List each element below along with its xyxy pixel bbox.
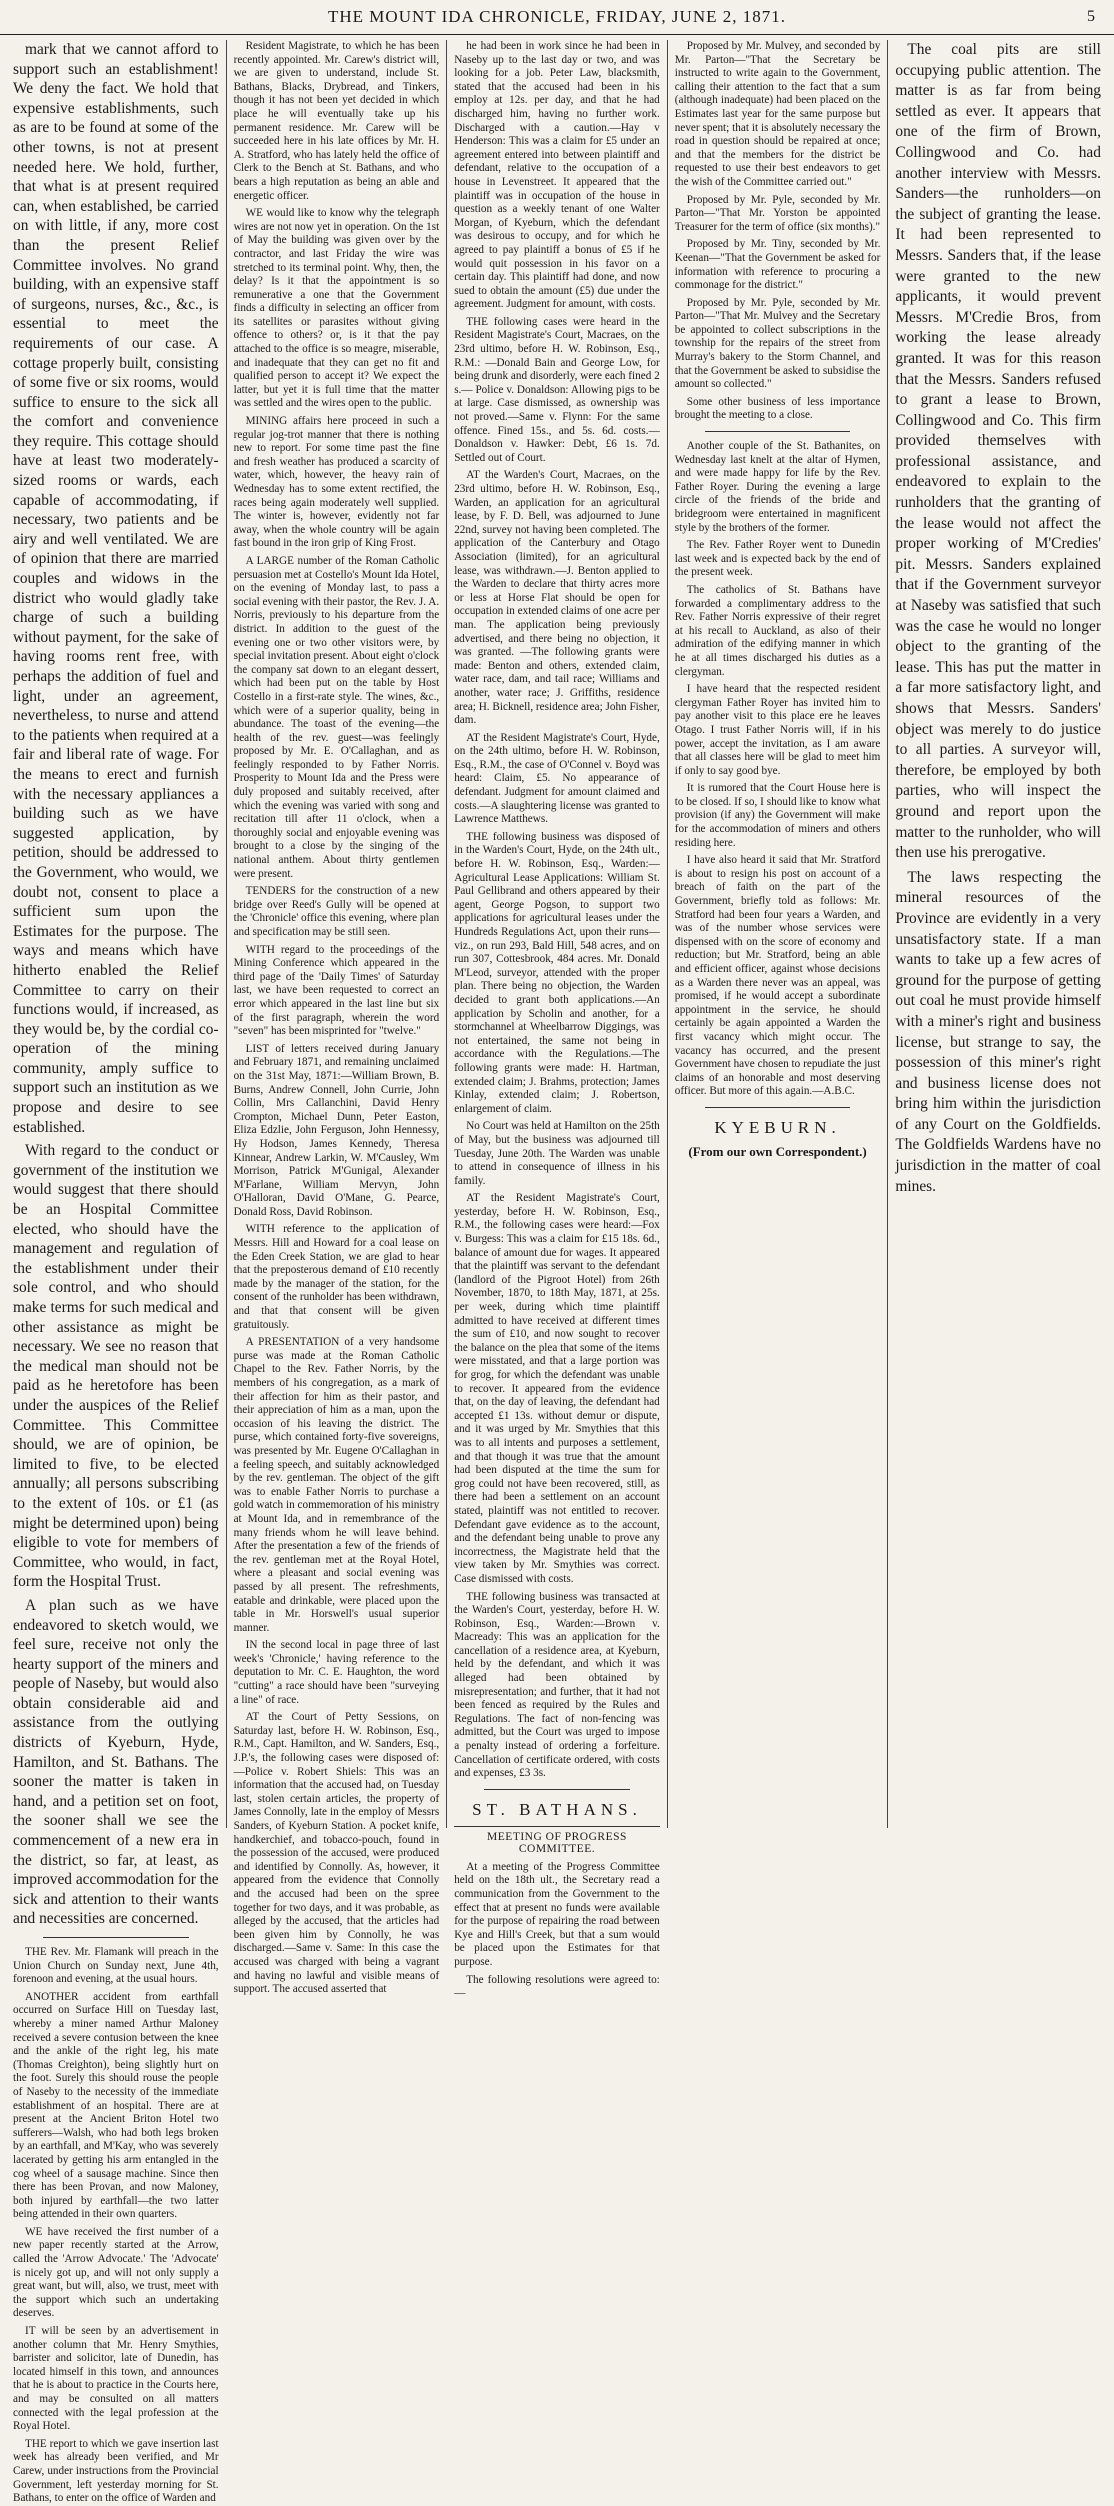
newspaper-title: THE MOUNT IDA CHRONICLE, FRIDAY, JUNE 2, 1871.: [328, 7, 786, 26]
news-item: A PRESENTATION of a very handsome purse was made at the Roman Catholic Chapel to the Rev. Father Norris, by the members of his congregation, as a mark of their affection for him as their pastor, and their appreciation of him as a man, upon the occasion of his leaving the district. The purse, which contained forty-five sovereigns, was presented by Mr. Eugene O'Callaghan in a feeling speech, and suitably acknowledged by the rev. gentleman. The object of the gift was to enable Father Norris to purchase a gold watch in commemoration of his ministry at Mount Ida, and in remembrance of the many friends whom he will leave behind. After the presentation a few of the friends of the rev. gentleman met at the Royal Hotel, where a pleasant and social evening was passed by all present. The refreshments, eatable and drinkable, were placed upon the table in Mr. Horswell's usual superior manner.: [233, 1336, 440, 1634]
news-item: THE report to which we gave insertion last week has already been verified, and Mr Carew, under instructions from the Provincial Government, left yesterday morning for St. Bathans, to enter on the office of Warden and: [13, 2437, 219, 2505]
news-item: Proposed by Mr. Mulvey, and seconded by Mr. Parton—"That the Secretary be instructed to write again to the Government, calling their attention to the fact that a sum (although inadequate) had been placed on the Estimates last year for the same purpose but never spent; that it is absolutely necessary the road in question should be repaired at once; and that the members for the district be requested to use their best endeavors to get the wish of the Committee carried out.": [674, 40, 881, 188]
news-item: THE following business was transacted at the Warden's Court, yesterday, before H. W. Robinson, Esq., Warden:—Brown v. Macready: This was an application for the cancellation of a residence area, at Kyeburn, held by the defendant, and which it was alleged had been obtained by misrepresentation; and further, that it had not been fenced as required by the Rules and Regulations. The fact of non-fencing was admitted, but the Court was urged to impose a penalty instead of ordering a forfeiture. Cancellation of certificate ordered, with costs and expenses, £3 3s.: [454, 1590, 660, 1780]
news-item: THE Rev. Mr. Flamank will preach in the Union Church on Sunday next, June 4th, forenoon and evening, at the usual hours.: [13, 1946, 219, 1986]
news-item: AT the Warden's Court, Macraes, on the 23rd ultimo, before H. W. Robinson, Esq., Warden, an application for an agricultural lease, by F. D. Bell, was adjourned to June 22nd, survey not having been completed. The application of the Canterbury and Otago Association (limited), for an agricultural lease, was withdrawn.—J. Benton applied to the Warden to declare that thirty acres more or less at Horse Flat should be open for occupation in extended claims of one acre per man. The application being previously advertised, and there being no objection, it was granted. —The following grants were made: Benton and others, extended claim, water race, dam, and tail race; Williams and another, water race; J. Griffiths, residence area; H. Bicknell, residence area; John Fisher, dam.: [454, 469, 660, 727]
editorial-paragraph: mark that we cannot afford to support such an establishment! We deny the fact. We hold that expensive establishments, such as are to be found at some of the other towns, is not at present needed here. We hold, further, that what is at present required can, when established, be carried on with little, if any, more cost than the present Relief Committee involves. No grand building, with an expensive staff of surgeons, nurses, &c., &c., is essential to meet the requirements of our case. A cottage properly built, consisting of some five or six rooms, would suffice to ensure to the sick all the comfort and convenience they require. This cottage should have at least two moderately-sized rooms or wards, each capable of accommodating, if necessary, two patients and be airy and well ventilated. We are of opinion that there are married couples and widows in the district who would gladly take charge of such a building without payment, for the sake of having rooms rent free, with perhaps the addition of fuel and light, under an agreement, nevertheless, to nurse and attend to the patients when required at a fair and liberal rate of wage. For the means to erect and furnish with the necessary appliances a building such as we have suggested application, by petition, should be addressed to the Government, who would, we doubt not, consent to place a sufficient sum upon the Estimates for the purpose. The ways and means which have hitherto enabled the Relief Committee to carry on their functions would, if increased, as they would be, by the cordial co-operation of the mining community, amply suffice to support such an institution as we propose and desire to see established.: [13, 41, 219, 1136]
editorial-paragraph: With regard to the conduct or government of the institution we would suggest that there should be an Hospital Committee elected, who should have the management and regulation of the establishment under their sole control, and who should make terms for such medical and other assistance as might be necessary. We see no reason that the medical man should not be paid as he heretofore has been under the auspices of the Relief Committee. This Committee should, we are of opinion, be limited to five, to be elected annually; all persons subscribing to the extent of 10s. or £1 (as might be determined upon) being eligible to vote for members of Committee, who would, in fact, form the Hospital Trust.: [13, 1142, 219, 1591]
sub-heading-progress-committee: MEETING OF PROGRESS COMMITTEE.: [454, 1826, 660, 1855]
news-item: IN the second local in page three of last week's 'Chronicle,' having reference to the deputation to Mr. C. E. Haughton, the word "cutting" a race should have been "surveying a line" of race.: [233, 1639, 440, 1706]
column-4: [668, 40, 889, 1828]
page-number: 5: [1087, 8, 1096, 25]
column-divider: [484, 1789, 630, 1790]
news-item: The Rev. Father Royer went to Dunedin last week and is expected back by the end of the present week.: [674, 539, 881, 579]
news-item: MINING affairs here proceed in such a regular jog-trot manner that there is nothing new to report. For some time past the fine and fresh weather has produced a scarcity of water, which, however, the heavy rain of Wednesday has to some extent rectified, the races being again moderately well supplied. The winter is, however, evidently not far away, when the whole country will be again fast bound in the iron grip of King Frost.: [233, 415, 440, 550]
news-item: WITH regard to the proceedings of the Mining Conference which appeared in the third page of the 'Daily Times' of Saturday last, we have been requested to correct an error which appeared in the last line but six of the first paragraph, wherein the word "seven" has been misprinted for "twelve.": [233, 943, 440, 1038]
column-divider: [705, 431, 851, 432]
news-item: ANOTHER accident from earthfall occurred on Surface Hill on Tuesday last, whereby a miner named Arthur Maloney received a severe contusion between the knee and the ankle of the right leg, his mate (Thomas Creighton), being slightly hurt on the foot. Surely this should rouse the people of Naseby to the necessity of the immediate establishment of an hospital. There are at present at the Ancient Briton Hotel two sufferers—Walsh, who had both legs broken by an earthfall, and M'Kay, who was severely lacerated by getting his arm entangled in the cog wheel of a sausage machine. Since then there has been Provan, and now Maloney, both injured by earthfall—the two latter being attended in their own quarters.: [13, 1990, 219, 2221]
news-item: AT the Court of Petty Sessions, on Saturday last, before H. W. Robinson, Esq., R.M., Capt. Hamilton, and W. Sanders, Esq., J.P.'s, the following cases were disposed of:—Police v. Robert Shiels: This was an information that the accused had, on Tuesday last, stolen certain articles, the property of James Connolly, late in the employ of Messrs Sanders, of Kyeburn Station. A pocket knife, handkerchief, and tobacco-pouch, found in the possession of the accused, were produced and identified by Connolly. As, however, it appeared from the evidence that Connolly and the accused had been on the spree together for two days, and it was probable, as alleged by the accused, that the articles had been given him by Connolly, he was discharged.—Same v. Same: In this case the accused was charged with being a vagrant and having no lawful and visible means of support. The accused asserted that: [233, 1711, 440, 1996]
news-item: At a meeting of the Progress Committee held on the 18th ult., the Secretary read a communication from the Government to the effect that at present no funds were available for the purpose of repairing the road between Kye and Hill's Creek, but that a sum would be placed upon the Estimates for that purpose.: [454, 1860, 660, 1968]
news-item: The following resolutions were agreed to:—: [454, 1973, 660, 2000]
column-divider: [705, 1107, 851, 1108]
section-heading-st-bathans: ST. BATHANS.: [472, 1799, 642, 1819]
news-item: WE would like to know why the telegraph wires are not now yet in operation. On the 1st of May the building was given over by the contractor, and last Friday the wire was stretched to its terminal point. Why, then, the delay? Is it that the appointment is so remunerative a one that the Government finds a difficulty in selecting an officer from its satellites or parasites without giving offence to others? or, is it that the pay attached to the office is so meagre, miserable, and inadequate that they can get no fit and qualified person to accept it? We expect the latter, but yet it is full time that the matter was settled and the wires open to the public.: [233, 207, 440, 410]
column-3: [447, 40, 668, 2000]
editorial-paragraph: A plan such as we have endeavored to sketch would, we feel sure, receive not only the hearty support of the miners and people of Naseby, but would also obtain considerable aid and assistance from the outlying districts of Kyeburn, Hyde, Hamilton, and St. Bathans. The sooner the matter is taken in hand, and a petition set on foot, the sooner shall we see the commencement of a new era in the district, so far, at least, as improved accommodation for the sick and attention to their wants and necessities are concerned.: [13, 1596, 219, 1928]
news-item: THE following cases were heard in the Resident Magistrate's Court, Macraes, on the 23rd ultimo, before H. W. Robinson, Esq., R.M.: —Donald Bain and George Low, for being drunk and disorderly, were each fined 2 s.— Police v. Donaldson: Allowing pigs to be at large. Case dismissed, as ownership was not proved.—Same v. Flynn: For the same offence. Fined 15s., and 5s. 6d. costs.—Donaldson v. Hawker: Debt, £6 1s. 7d. Settled out of Court.: [454, 315, 660, 464]
news-item: he had been in work since he had been in Naseby up to the last day or two, and was looking for a job. Peter Law, blacksmith, stated that the accused had been in his employ at 12s. per day, and that he had discharged him, having no further work. Discharged with a caution.—Hay v Henderson: This was a claim for £5 under an agreement entered into between plaintiff and defendant, relative to the occupation of a house in Levenstreet. It appeared that the plaintiff was in occupation of the house in question as a weekly tenant of one Walter Morgan, of Kyeburn, which the defendant was desirous to occupy, and for which he agreed to pay plaintiff a bonus of £5 if he would quit possession in his favor on a certain day. This plaintiff had done, and now sued to obtain the amount (£5) due under the agreement. Judgment for amount, with costs.: [454, 40, 660, 311]
news-item: TENDERS for the construction of a new bridge over Reed's Gully will be opened at the 'Chronicle' office this evening, where plan and specification may be still seen.: [233, 885, 440, 938]
article-columns: [6, 40, 1108, 2505]
news-item: I have also heard it said that Mr. Stratford is about to resign his post on account of a breach of faith on the part of the Government, briefly told as follows: Mr. Stratford had been four years a Warden, and was of the number whose services were dispensed with on the score of economy and reduction; but Mr. Stratford, being an able and efficient officer, against whose decisions as a Warden there never was an appeal, was promised, if he would accept a subordinate appointment in the service, he should certainly be again appointed a Warden the first vacancy which might occur. The vacancy has occurred, and the present Government have chosen to repudiate the just claims of an honorable and most deserving officer. But more of this again.—A.B.C.: [674, 854, 881, 1098]
news-item: The laws respecting the mineral resources of the Province are evidently in a very unsatisfactory state. If a man wants to take up a few acres of ground for the purpose of getting out coal he must provide himself with a miner's right and business license, but strange to say, the possession of this miner's right and business license does not bring him within the jurisdiction of any Court on the Goldfields. The Goldfields Wardens have no jurisdiction in the matter of coal mines.: [895, 868, 1101, 1195]
news-item: THE following business was disposed of in the Warden's Court, Hyde, on the 24th ult., before H. W. Robinson, Esq., Warden:—Agricultural Lease Applications: William St. Paul Gellibrand and others appeared by their agent, George Pogson, to support two applications for agricultural leases under the Hundreds Regulations Act, upon their runs—viz., on run 293, Bald Hill, 548 acres, and on run 307, Cottesbrook, 484 acres. Mr. Donald M'Leod, surveyor, attended with the proper plan. There being no objection, the Warden decided to grant both applications.—An application by Scholin and another, for a stormchannel at Wheelbarrow Diggings, was not entertained, the same not being in accordance with the Regulations.—The following grants were made: H. Hartman, extended claim; J. Brahms, protection; James Kinlay, extended claim; J. Robertson, enlargement of claim.: [454, 830, 660, 1115]
correspondent-byline: (From our own Correspondent.): [688, 1143, 867, 1159]
column-2: [227, 40, 448, 1996]
news-item: The catholics of St. Bathans have forwarded a complimentary address to the Rev. Father Norris expressive of their regret at his recall to Auckland, as also of their admiration of the edifying manner in which he at all times discharged his duties as a clergyman.: [674, 583, 881, 678]
news-item: No Court was held at Hamilton on the 25th of May, but the business was adjourned till Tuesday, June 20th. The Warden was unable to attend in consequence of illness in his family.: [454, 1120, 660, 1187]
news-item: IT will be seen by an advertisement in another column that Mr. Henry Smythies, barrister and solicitor, late of Dunedin, has located himself in this town, and announces that he is about to practice in the Courts here, and may be consulted on all matters connected with the legal profession at the Royal Hotel.: [13, 2325, 219, 2433]
news-item: LIST of letters received during January and February 1871, and remaining unclaimed on the 31st May, 1871:—William Brown, B. Burns, Andrew Connell, John Currie, John Collin, Mrs Callanchini, David Henry Crompton, Michael Dunn, Peter Easton, Eliza Edzlie, John Ferguson, John Hennessy, Hy Hodson, James Kennedy, Theresa Kinnear, Andrew Larkin, W. M'Causley, Wm Morrison, Patrick M'Gunigal, Alexander M'Farlane, William Mervyn, John O'Halloran, David O'Mane, G. Pearce, Donald Ross, David Robinson.: [233, 1042, 440, 1218]
column-1: [6, 40, 227, 2505]
news-item: WITH reference to the application of Messrs. Hill and Howard for a coal lease on the Eden Creek Station, we are glad to hear that the preposterous demand of £10 recently made by the manager of the station, for the consent of the runholder has been withdrawn, and that that consent will be given gratuitously.: [233, 1223, 440, 1331]
news-item: Another couple of the St. Bathanites, on Wednesday last knelt at the altar of Hymen, and were made happy for life by the Rev. Father Royer. During the evening a large circle of the friends of the bride and bridegroom were entertained in magnificent style by the brothers of the former.: [674, 440, 881, 534]
news-item: AT the Resident Magistrate's Court, Hyde, on the 24th ultimo, before H. W. Robinson, Esq., R.M., the case of O'Connel v. Boyd was heard: Claim, £5. No appearance of defendant. Judgment for amount claimed and costs.—A slaughtering license was granted to Lawrence Matthews.: [454, 731, 660, 826]
news-item: Resident Magistrate, to which he has been recently appointed. Mr. Carew's district will, we are given to understand, include St. Bathans, Blacks, Drybread, and Tinkers, though it has not been yet decided in which place he will eventually take up his permanent residence. Mr. Carew will be succeeded here in his late offices by Mr. H. A. Stratford, who has lately held the office of Clerk to the Bench at St. Bathans, and who bears a high reputation as being an able and energetic officer.: [233, 40, 440, 202]
news-item: A LARGE number of the Roman Catholic persuasion met at Costello's Mount Ida Hotel, on the evening of Monday last, to pass a social evening with their pastor, the Rev. J. A. Norris, previously to his departure from the district. In addition to the guest of the evening one or two other visitors were, by special invitation present. About eight o'clock the company sat down to an elegant dessert, which had been put on the table by Host Costello in a first-rate style. The wines, &c., which were of a superior quality, being in abundance. The toast of the evening—the health of the rev. guest—was feelingly proposed by Mr. E. O'Callaghan, and as feelingly responded to by Father Norris. Prosperity to Mount Ida and the Press were duly proposed and suitably received, after which the evening was varied with song and recitation till after 11 o'clock, when a thoroughly social and enjoyable evening was brought to a close by the singing of the national anthem. About thirty gentlemen were present.: [233, 554, 440, 880]
column-5: [888, 40, 1108, 1828]
news-item: The coal pits are still occupying public attention. The matter is as far from being settled as ever. It appears that one of the firm of Brown, Collingwood and Co. had another interview with Messrs. Sanders—the runholders—on the subject of granting the lease. It had been represented to Messrs. Sanders that, if the lease were granted to the new applicants, it would prevent Messrs. M'Credie Bros, from working the lease already granted. It was for this reason that the Messrs. Sanders refused to grant a lease to Brown, Collingwood and Co. This firm provided themselves with professional assistance, and endeavored to explain to the runholders that the granting of the lease would not affect the proper working of M'Credies' pit. Messrs. Sanders explained that if the Government surveyor at Naseby was satisfied that such was the case he would no longer object to the granting of the lease. This has put the matter in a far more satisfactory light, and shows that Messrs. Sanders' object was merely to do justice to all parties. A surveyor will, therefore, be employed by both parties, who will inspect the ground and report upon the matter to the runholder, who will then use his prerogative.: [895, 41, 1101, 862]
news-item: WE have received the first number of a new paper recently started at the Arrow, called the 'Arrow Advocate.' The 'Advocate' is nicely got up, and will not only supply a great want, but will, also, we trust, meet with the support which such an undertaking deserves.: [13, 2225, 219, 2320]
news-item: AT the Resident Magistrate's Court, yesterday, before H. W. Robinson, Esq., R.M., the following cases were heard:—Fox v. Burgess: This was a claim for £15 18s. 6d., balance of amount due for wages. It appeared that the plaintiff was servant to the defendant (landlord of the Pigroot Hotel) from 26th November, 1870, to 18th May, 1871, at 25s. per week, during which time plaintiff admitted to have received at different times the sum of £10, and now sought to recover the balance on the plea that some of the items were misstated, and that a large portion was for grog, for which the defendant was unable to recover. It appeared from the evidence that, on the day of leaving, the defendant had accepted £1 13s. without demur or dispute, and it was urged by Mr. Smythies that this was to all intents and purposes a settlement, and that though it was true that the amount had been disputed at the time the sum for grog could not have been recovered, still, as there had been a settlement on an account stated, plaintiff was not entitled to recover. Defendant gave evidence as to the account, and the defendant being unable to prove any incorrectness, the Magistrate held that the view taken by Mr. Smythies was correct. Case dismissed with costs.: [454, 1192, 660, 1585]
news-item: Proposed by Mr. Pyle, seconded by Mr. Parton—"That Mr. Yorston be appointed Treasurer for the term of office (six months).": [674, 193, 881, 233]
local-news: [13, 1946, 219, 2506]
kyeburn-report: [895, 40, 1101, 1197]
news-item: It is rumored that the Court House here is to be closed. If so, I should like to know what provision (if any) the Government will make for the accommodation of miners and others residing here.: [674, 782, 881, 849]
news-item: Proposed by Mr. Tiny, seconded by Mr. Keenan—"That the Government be asked for information with reference to procuring a commonage for the district.": [674, 238, 881, 292]
news-item: I have heard that the respected resident clergyman Father Royer has invited him to pay another visit to this place ere he leaves Otago. I trust Father Norris will, if in his power, accept the invitation, as I am aware that all classes here will be glad to meet him if only to say good bye.: [674, 683, 881, 777]
section-heading-kyeburn: KYEBURN.: [714, 1117, 841, 1137]
column-divider: [43, 1937, 189, 1938]
masthead: [0, 0, 1114, 35]
news-item: Some other business of less importance brought the meeting to a close.: [674, 395, 881, 422]
news-item: Proposed by Mr. Pyle, seconded by Mr. Parton—"That Mr. Mulvey and the Secretary be appointed to collect subscriptions in the township for the repairs of the street from Murray's bakery to the Storm Channel, and that the Government be asked to subsidise the amount so collected.": [674, 296, 881, 391]
